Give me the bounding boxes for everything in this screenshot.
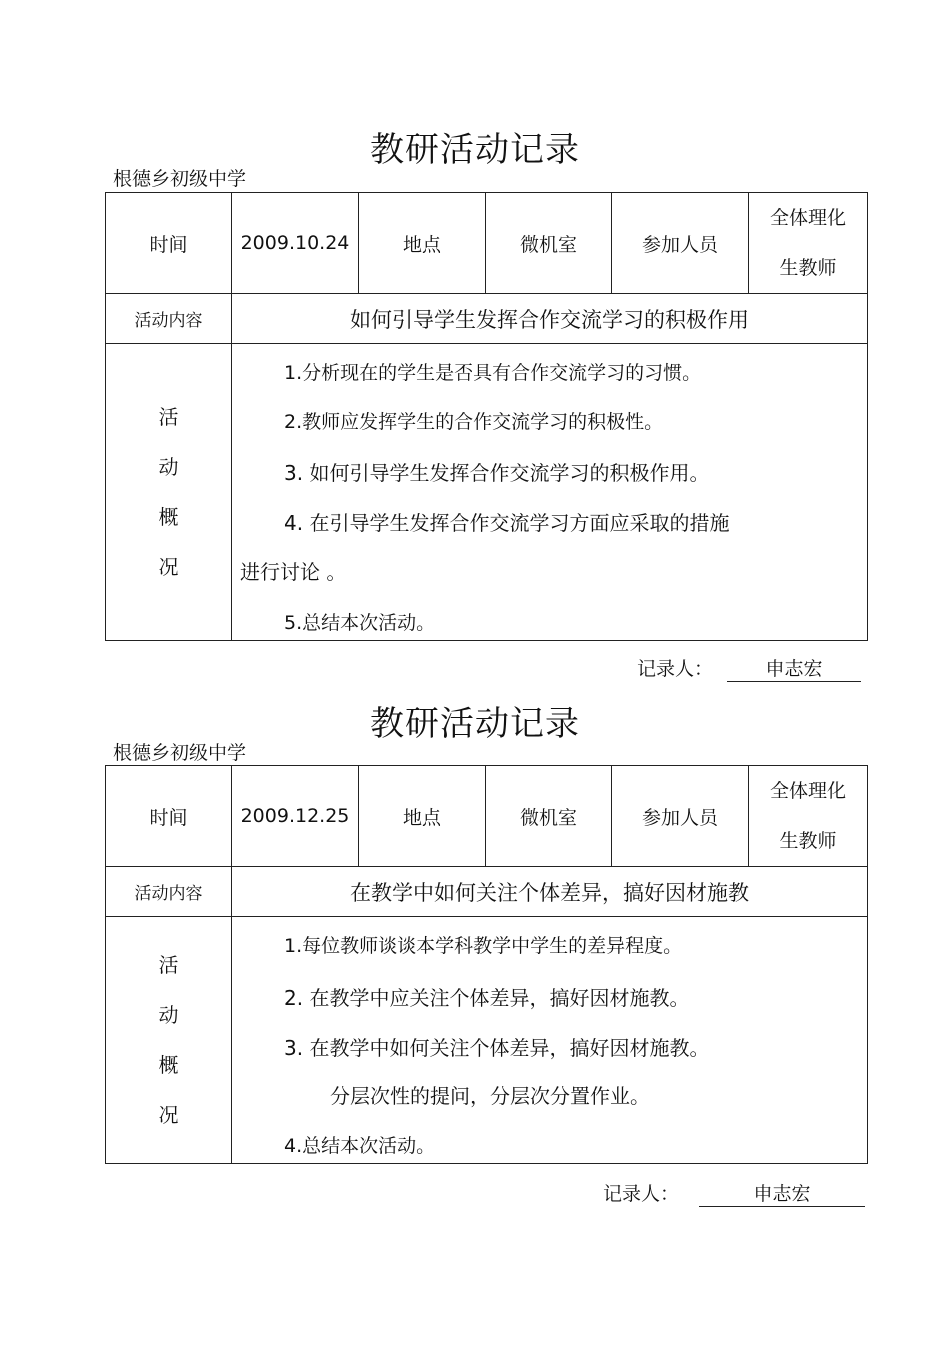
recorder: [637, 654, 861, 682]
topic-value: 在教学中如何关注个体差异，搞好因材施教: [232, 867, 868, 917]
participants-line: 全体理化: [769, 207, 846, 229]
content-label: 活动内容: [106, 867, 232, 917]
overview-char: 活: [158, 405, 179, 429]
overview-item: 1.分析现在的学生是否具有合作交流学习的习惯。: [284, 362, 702, 384]
date-value: 2009.10.24: [232, 193, 359, 294]
place-value: 微机室: [486, 193, 612, 294]
overview-char: 动: [158, 1003, 179, 1027]
participants-line: 生教师: [779, 830, 837, 852]
recorder: [603, 1179, 865, 1207]
overview-item: 分层次性的提问，分层次分置作业。: [330, 1084, 650, 1108]
overview-content: [232, 917, 868, 1164]
content-label: 活动内容: [106, 294, 232, 344]
time-label: 时间: [106, 766, 232, 867]
date-value: 2009.12.25: [232, 766, 359, 867]
school-name: 根德乡初级中学: [113, 742, 247, 764]
activity-table: [105, 765, 868, 1164]
overview-char: 况: [158, 1103, 179, 1127]
overview-item: 3. 如何引导学生发挥合作交流学习的积极作用。: [284, 461, 710, 485]
participants-line: 全体理化: [769, 780, 846, 802]
overview-item: 进行讨论 。: [240, 560, 347, 584]
overview-label: [106, 917, 232, 1164]
topic-value: 如何引导学生发挥合作交流学习的积极作用: [232, 294, 868, 344]
overview-item: 3. 在教学中如何关注个体差异，搞好因材施教。: [284, 1036, 710, 1060]
overview-item: 1.每位教师谈谈本学科教学中学生的差异程度。: [284, 935, 683, 957]
place-value: 微机室: [486, 766, 612, 867]
participants-line: 生教师: [779, 257, 837, 279]
recorder-name: 申志宏: [727, 654, 861, 682]
overview-item: 4.总结本次活动。: [284, 1135, 436, 1157]
overview-item: 2. 在教学中应关注个体差异，搞好因材施教。: [284, 986, 690, 1010]
overview-char: 概: [158, 1053, 179, 1077]
time-label: 时间: [106, 193, 232, 294]
participants-value: [749, 193, 868, 294]
participants-value: [749, 766, 868, 867]
overview-char: 动: [158, 455, 179, 479]
participants-label: 参加人员: [612, 766, 749, 867]
overview-content: [232, 344, 868, 641]
overview-char: 概: [158, 505, 179, 529]
place-label: 地点: [359, 193, 486, 294]
overview-label: [106, 344, 232, 641]
record-title: 教研活动记录: [370, 130, 580, 170]
recorder-label: 记录人：: [603, 1183, 680, 1205]
activity-table: [105, 192, 868, 641]
overview-char: 活: [158, 953, 179, 977]
participants-label: 参加人员: [612, 193, 749, 294]
overview-char: 况: [158, 555, 179, 579]
overview-item: 2.教师应发挥学生的合作交流学习的积极性。: [284, 411, 664, 433]
overview-item: 5.总结本次活动。: [284, 612, 436, 634]
recorder-label: 记录人：: [637, 658, 714, 680]
record-title: 教研活动记录: [370, 704, 580, 744]
overview-item: 4. 在引导学生发挥合作交流学习方面应采取的措施: [284, 511, 730, 535]
place-label: 地点: [359, 766, 486, 867]
recorder-name: 申志宏: [699, 1179, 865, 1207]
school-name: 根德乡初级中学: [113, 168, 247, 190]
